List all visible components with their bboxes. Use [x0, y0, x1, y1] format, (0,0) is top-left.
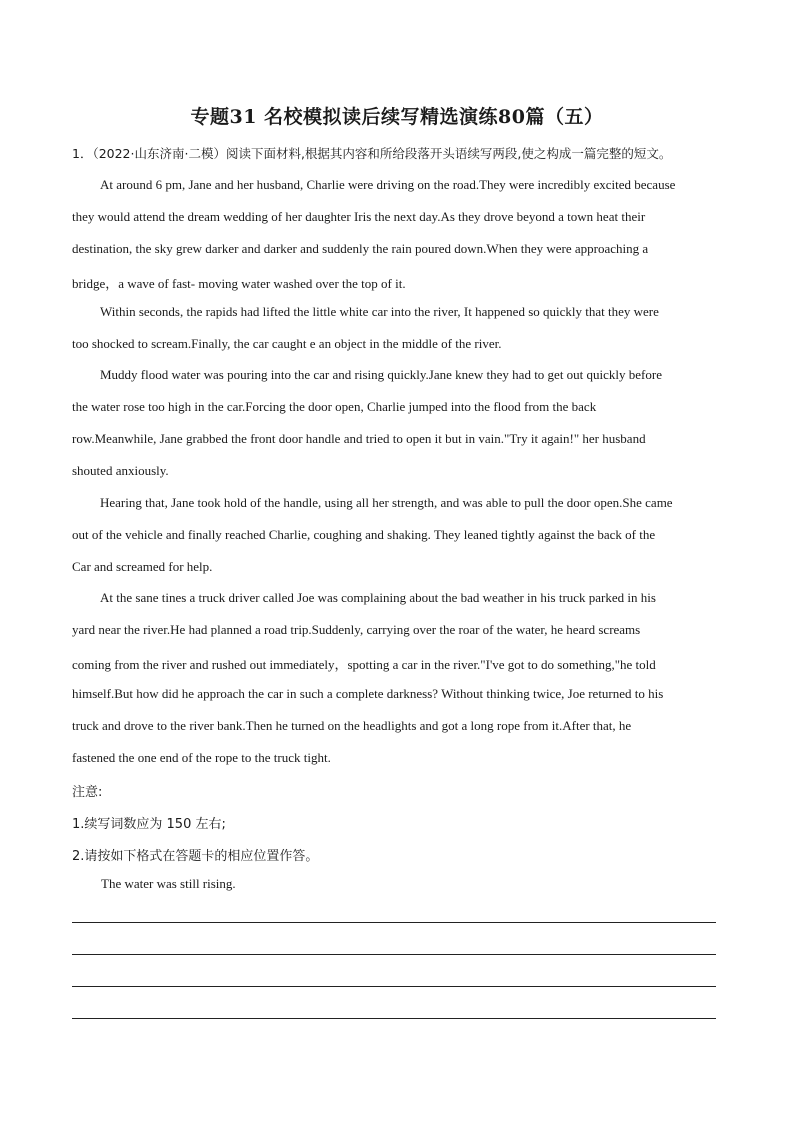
paragraph-line: fastened the one end of the rope to the truck tight. [72, 750, 331, 765]
answer-line[interactable] [72, 1018, 716, 1019]
paragraph-line: they would attend the dream wedding of her daughter Iris the next day.As they drove beyond a town heat their [72, 209, 646, 224]
paragraph-line: himself.But how did he approach the car in such a complete darkness? Without thinking twice, Joe returned to his [72, 686, 664, 701]
paragraph-line: too shocked to scream.Finally, the car caught e an object in the middle of the river. [72, 336, 502, 351]
paragraph-line: Muddy flood water was pouring into the car and rising quickly.Jane knew they had to get out quickly before [100, 367, 662, 382]
paragraph-line: shouted anxiously. [72, 463, 169, 478]
paragraph-line: row.Meanwhile, Jane grabbed the front door handle and tried to open it but in vain."Try it again!" her husband [72, 431, 646, 446]
answer-line[interactable] [72, 922, 716, 923]
paragraph-line: the water rose too high in the car.Forcing the door open, Charlie jumped into the flood from the back [72, 399, 597, 414]
paragraph-line: At the sane tines a truck driver called Joe was complaining about the bad weather in his truck parked in his [100, 590, 656, 605]
paragraph-line: destination, the sky grew darker and darker and suddenly the rain poured down.When they were approaching a [72, 241, 649, 256]
paragraph-line: At around 6 pm, Jane and her husband, Charlie were driving on the road.They were incredibly excited because [100, 177, 676, 192]
answer-line[interactable] [72, 986, 716, 987]
paragraph-line: out of the vehicle and finally reached Charlie, coughing and shaking. They leaned tightly against the back of the [72, 527, 656, 542]
continuation-starter: The water was still rising. [101, 876, 236, 891]
paragraph-line: bridge，a wave of fast- moving water washed over the top of it. [72, 276, 406, 291]
paragraph-line: Car and screamed for help. [72, 559, 213, 574]
question-instruction: 1．（2022·山东济南·二模）阅读下面材料,根据其内容和所给段落开头语续写两段,使之构成一篇完整的短文。 [72, 146, 672, 161]
note-item-format: 2.请按如下格式在答题卡的相应位置作答。 [72, 849, 319, 864]
paragraph-line: Hearing that, Jane took hold of the handle, using all her strength, and was able to pull the door open.She came [100, 495, 673, 510]
paragraph-line: coming from the river and rushed out immediately，spotting a car in the river."I've got to do something,"he told [72, 657, 656, 672]
paragraph-line: truck and drove to the river bank.Then he turned on the headlights and got a long rope from it.After that, he [72, 718, 632, 733]
page-title: 专题31 名校模拟读后续写精选演练80篇（五） [190, 106, 604, 128]
paragraph-line: yard near the river.He had planned a road trip.Suddenly, carrying over the roar of the water, he heard screams [72, 622, 641, 637]
notes-heading: 注意: [72, 785, 103, 800]
note-item-word-count: 1.续写词数应为 150 左右; [72, 817, 226, 832]
paragraph-line: Within seconds, the rapids had lifted the little white car into the river, It happened so quickly that they were [100, 304, 659, 319]
answer-line[interactable] [72, 954, 716, 955]
